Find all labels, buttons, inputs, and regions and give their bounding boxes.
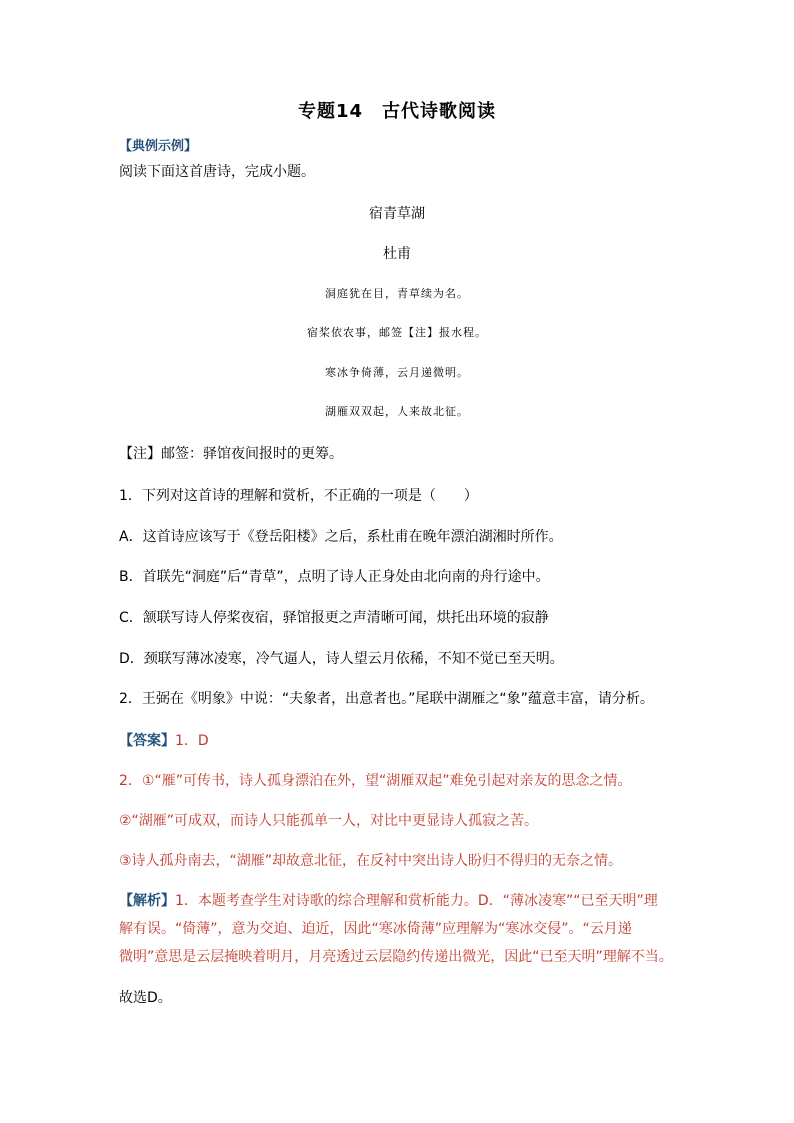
- instruction-text: 阅读下面这首唐诗，完成小题。: [119, 164, 315, 180]
- page-title: 专题14 古代诗歌阅读: [297, 101, 497, 122]
- question-1-option-d: D．颈联写薄冰凌寒，冷气逼人，诗人望云月依稀，不知不觉已至天明。: [119, 651, 564, 667]
- answer-q2-line-1: 2．①“雁”可传书，诗人孤身漂泊在外，望“湖雁双起”难免引起对亲友的思念之情。: [119, 773, 632, 789]
- analysis-block: [119, 890, 658, 910]
- poem-line-2: 宿桨依农事，邮签【注】报水程。: [307, 326, 487, 339]
- answer-label: 【答案】: [119, 733, 175, 749]
- answer-block: [119, 730, 209, 750]
- answer-q1: 1．D: [175, 733, 209, 749]
- answer-q2-line-2: ②“湖雁”可成双，而诗人只能孤单一人，对比中更显诗人孤寂之苦。: [119, 813, 539, 829]
- question-1-option-b: B．首联先“洞庭”后“青草”，点明了诗人正身处由北向南的舟行途中。: [119, 569, 550, 585]
- poem-line-3: 寒冰争倚薄，云月递微明。: [325, 366, 469, 379]
- answer-q2-line-3: ③诗人孤舟南去，“湖雁”却故意北征，在反衬中突出诗人盼归不得归的无奈之情。: [119, 853, 623, 869]
- question-2-stem: 2．王弼在《明象》中说：“夫象者，出意者也。”尾联中湖雁之“象”蕴意丰富，请分析。: [119, 691, 654, 707]
- analysis-conclusion: 故选D。: [119, 990, 172, 1006]
- poem-line-4: 湖雁双双起，人来故北征。: [325, 405, 469, 418]
- poem-title: 宿青草湖: [369, 206, 425, 222]
- poem-note: 【注】邮签：驿馆夜间报时的更筹。: [119, 446, 343, 462]
- question-1-option-a: A．这首诗应该写于《登岳阳楼》之后，系杜甫在晚年漂泊湖湘时所作。: [119, 529, 563, 545]
- analysis-label: 【解析】: [119, 893, 175, 909]
- analysis-line-1: 1．本题考查学生对诗歌的综合理解和赏析能力。D．“薄冰凌寒”“已至天明”理: [175, 893, 658, 909]
- poem-author: 杜甫: [383, 246, 411, 262]
- analysis-line-2: 解有误。“倚薄”，意为交迫、迫近，因此“寒冰倚薄”应理解为“寒冰交侵”。“云月递: [119, 921, 632, 937]
- question-1-stem: 1．下列对这首诗的理解和赏析，不正确的一项是（ ）: [119, 488, 478, 504]
- analysis-line-3: 微明”意思是云层掩映着明月，月亮透过云层隐约传递出微光，因此“已至天明”理解不当。: [119, 949, 673, 965]
- question-1-option-c: C．颔联写诗人停桨夜宿，驿馆报更之声清晰可闻，烘托出环境的寂静: [119, 610, 549, 626]
- poem-line-1: 洞庭犹在目，青草续为名。: [325, 287, 469, 300]
- section-label: 【典例示例】: [119, 139, 198, 154]
